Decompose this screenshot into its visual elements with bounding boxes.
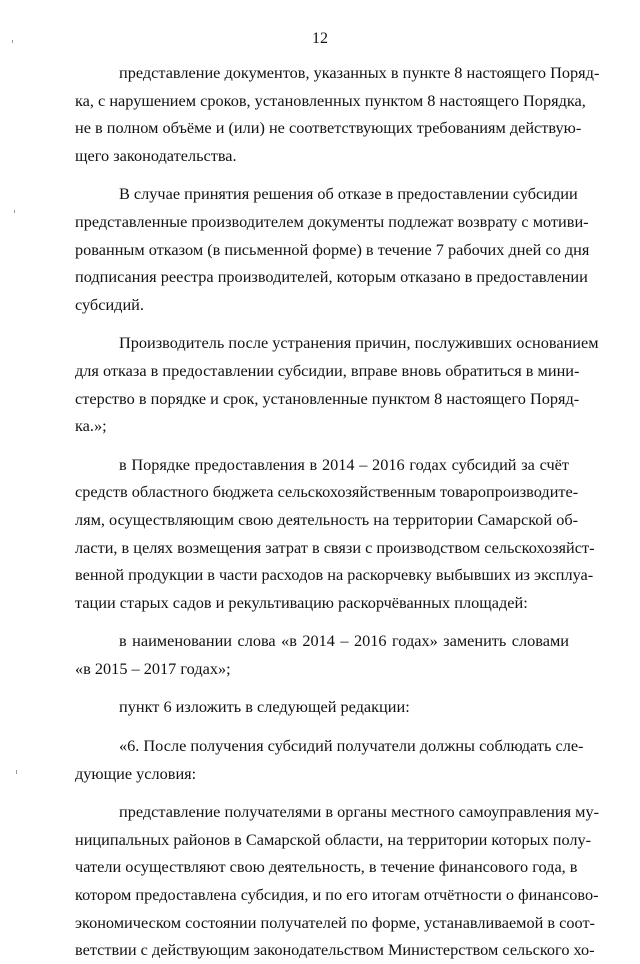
paragraph: [75, 451, 595, 617]
text-line: средств областного бюджета сельскохозяйственным товаропроизводите-: [75, 482, 579, 502]
text-line: пункт 6 изложить в следующей редакции:: [119, 697, 410, 717]
text-line: в наименовании слова «в 2014 – 2016 годах» заменить словами: [119, 631, 569, 651]
text-line: В случае принятия решения об отказе в предоставлении субсидии: [119, 184, 578, 204]
text-line: Производитель после устранения причин, послуживших основанием: [119, 333, 599, 353]
text-line: представленные производителем документы подлежат возврату с мотиви-: [75, 211, 589, 231]
text-line: тации старых садов и рекультивацию раскорчёванных площадей:: [75, 592, 528, 612]
paragraph: [75, 693, 569, 721]
document-body: [75, 59, 600, 964]
text-line: ласти, в целях возмещения затрат в связи с производством сельскохозяйст-: [75, 537, 595, 557]
text-line: щего законодательства.: [75, 145, 237, 165]
text-line: рованным отказом (в письменной форме) в течение 7 рабочих дней со дня: [75, 239, 590, 259]
text-line: представление получателями в органы местного самоуправления му-: [119, 802, 600, 822]
paragraph: [75, 180, 590, 318]
text-line: для отказа в предоставлении субсидии, вправе вновь обратиться в мини-: [75, 360, 580, 380]
text-line: ветствии с действующим законодательством Министерством сельского хо-: [75, 940, 595, 960]
text-line: подписания реестра производителей, которым отказано в предоставлении: [75, 267, 588, 287]
text-line: ка.»;: [75, 416, 107, 436]
paragraph: [75, 329, 599, 439]
scan-mark: [12, 40, 13, 43]
text-line: в Порядке предоставления в 2014 – 2016 годах субсидий за счёт: [119, 454, 569, 474]
paragraph: [75, 59, 600, 169]
text-line: лям, осуществляющим свою деятельность на территории Самарской об-: [75, 509, 579, 529]
scan-mark: [14, 210, 15, 213]
text-line: представление документов, указанных в пункте 8 настоящего Поряд-: [119, 63, 600, 82]
text-line: венной продукции в части расходов на раскорчевку выбывших из эксплуа-: [75, 565, 594, 585]
text-line: «6. После получения субсидий получатели должны соблюдать сле-: [119, 736, 584, 756]
paragraph: [75, 627, 569, 682]
text-line: «в 2015 – 2017 годах»;: [75, 658, 231, 678]
text-line: ка, с нарушением сроков, установленных пунктом 8 настоящего Порядка,: [75, 90, 586, 110]
text-line: котором предоставлена субсидия, и по его итогам отчётности о финансово-: [75, 885, 599, 905]
text-line: дующие условия:: [75, 763, 197, 783]
paragraph: [75, 732, 584, 787]
text-line: стерство в порядке и срок, установленные пунктом 8 настоящего Поряд-: [75, 388, 580, 408]
scan-mark: [16, 770, 17, 774]
text-line: субсидий.: [75, 294, 144, 314]
page-number: 12: [312, 30, 328, 47]
text-line: экономическом состоянии получателей по форме, устанавливаемой в соот-: [75, 912, 595, 932]
paragraph: [75, 798, 600, 964]
text-line: чатели осуществляют свою деятельность, в течение финансового года, в: [75, 857, 578, 877]
text-line: ниципальных районов в Самарской области, на территории которых полу-: [75, 829, 592, 849]
text-line: не в полном объёме и (или) не соответствующих требованиям действую-: [75, 118, 582, 138]
